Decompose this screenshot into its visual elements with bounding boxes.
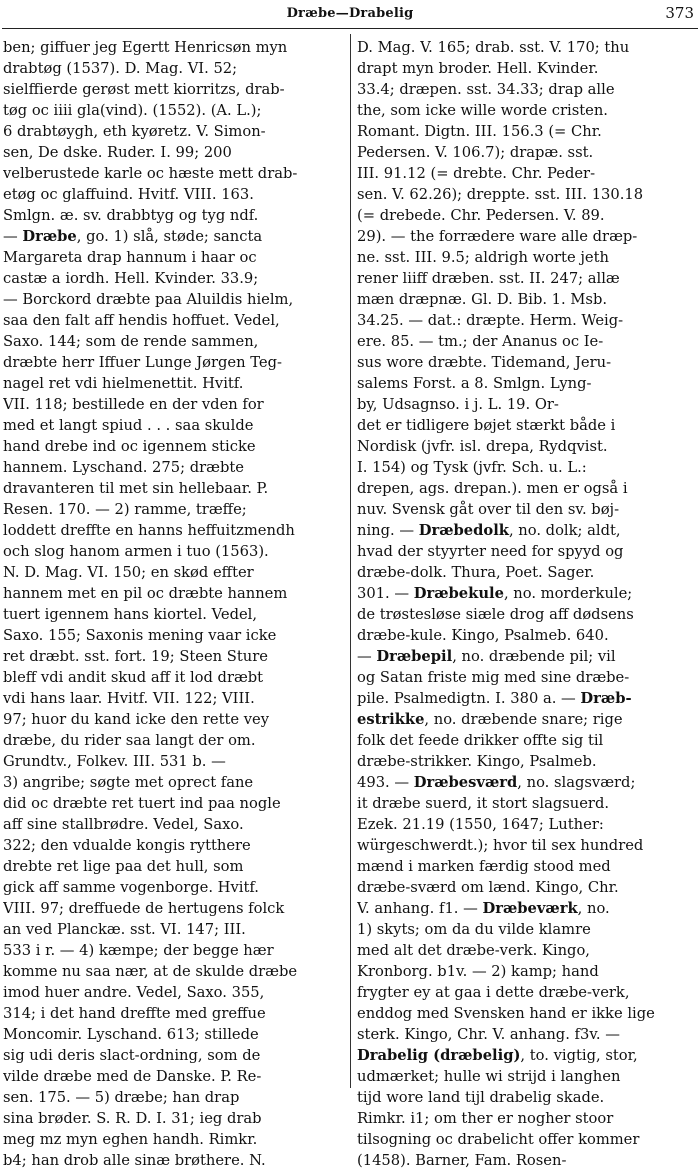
headword: Drabelig (dræbelig) <box>357 1047 521 1064</box>
text-line <box>3 226 343 247</box>
line-text: tilsogning oc drabelicht offer kommer <box>357 1131 640 1148</box>
line-text: tijd wore land tijl drabelig skade. <box>357 1089 605 1106</box>
text-line <box>3 373 343 394</box>
text-line <box>357 436 695 457</box>
line-text: dravanteren til met sin hellebaar. P. <box>3 480 269 497</box>
line-text: vilde dræbe med de Danske. P. Re- <box>3 1068 262 1085</box>
line-text: Rimkr. i1; om ther er nogher stoor <box>357 1110 614 1127</box>
text-line <box>357 247 695 268</box>
text-line <box>3 58 343 79</box>
line-text: , no. dolk; aldt, <box>508 522 621 539</box>
headword: estrikke <box>357 711 425 728</box>
line-text: hannem. Lyschand. 275; dræbte <box>3 459 244 476</box>
line-text: 301. — <box>357 585 414 602</box>
text-line <box>3 898 343 919</box>
line-text: tøg oc iiii gla(vind). (1552). (A. L.); <box>3 102 262 119</box>
line-text: ere. 85. — tm.; der Ananus oc Ie- <box>357 333 604 350</box>
text-line <box>3 142 343 163</box>
text-line <box>357 919 695 940</box>
line-text: Grundtv., Folkev. III. 531 b. — <box>3 753 226 770</box>
text-line <box>3 499 343 520</box>
line-text: drepen, ags. drepan.). men er også i <box>357 480 628 497</box>
text-line <box>3 352 343 373</box>
column-divider <box>350 34 351 1088</box>
text-line <box>3 457 343 478</box>
text-line <box>357 1045 695 1066</box>
line-text: Romant. Digtn. III. 156.3 (= Chr. <box>357 123 602 140</box>
text-line <box>3 541 343 562</box>
headword: Dræbeværk <box>482 900 578 917</box>
line-text: Margareta drap hannum i haar oc <box>3 249 257 266</box>
line-text: etøg oc glaffuind. Hvitf. VIII. 163. <box>3 186 254 203</box>
text-line <box>357 289 695 310</box>
line-text: hand drebe ind oc igennem sticke <box>3 438 256 455</box>
text-line <box>3 1003 343 1024</box>
text-line <box>3 709 343 730</box>
text-line <box>357 58 695 79</box>
text-line <box>357 352 695 373</box>
line-text: og Satan friste mig med sine dræbe- <box>357 669 630 686</box>
text-line <box>3 79 343 100</box>
line-text: loddett dreffte en hanns heffuitzmendh <box>3 522 295 539</box>
line-text: by, Udsagnso. i j. L. 19. Or- <box>357 396 559 413</box>
line-text: b4; han drob alle sinæ brøthere. N. <box>3 1152 266 1169</box>
line-text: bleff vdi andit skud aff it lod dræbt <box>3 669 264 686</box>
line-text: Ezek. 21.19 (1550, 1647; Luther: <box>357 816 604 833</box>
text-line <box>357 751 695 772</box>
text-line <box>3 877 343 898</box>
text-line <box>357 1066 695 1087</box>
text-line <box>3 625 343 646</box>
text-line <box>3 205 343 226</box>
line-text: 6 drabtøygh, eth kyøretz. V. Simon- <box>3 123 266 140</box>
line-text: sus wore dræbte. Tidemand, Jeru- <box>357 354 612 371</box>
line-text: the, som icke wille worde cristen. <box>357 102 608 119</box>
line-text: sen. 175. — 5) dræbe; han drap <box>3 1089 240 1106</box>
text-line <box>3 1129 343 1150</box>
line-text: nuv. Svensk gåt over til den sv. bøj- <box>357 501 620 518</box>
text-line <box>3 184 343 205</box>
line-text: ning. — <box>357 522 419 539</box>
line-text: V. anhang. f1. — <box>357 900 483 917</box>
text-line <box>3 730 343 751</box>
line-text: — <box>3 228 23 245</box>
headword: Dræbekule <box>413 585 504 602</box>
right-column <box>357 37 695 1171</box>
text-line <box>3 163 343 184</box>
line-text: vdi hans laar. Hvitf. VII. 122; VIII. <box>3 690 255 707</box>
text-line <box>357 79 695 100</box>
page-title: Dræbe—Drabelig <box>286 6 414 21</box>
text-line <box>3 562 343 583</box>
line-text: rener liiff dræben. sst. II. 247; allæ <box>357 270 620 287</box>
line-text: N. D. Mag. VI. 150; en skød effter <box>3 564 254 581</box>
text-line <box>3 1045 343 1066</box>
text-line <box>357 1150 695 1171</box>
text-line <box>357 562 695 583</box>
line-text: , no. dræbende snare; rige <box>424 711 623 728</box>
header-rule <box>2 28 698 29</box>
line-text: frygter ey at gaa i dette dræbe-verk, <box>357 984 630 1001</box>
text-line <box>3 1066 343 1087</box>
text-line <box>3 961 343 982</box>
line-text: hvad der styyrter need for spyyd og <box>357 543 624 560</box>
line-text: castæ a iordh. Hell. Kvinder. 33.9; <box>3 270 259 287</box>
text-line <box>3 394 343 415</box>
line-text: drabtøg (1537). D. Mag. VI. 52; <box>3 60 238 77</box>
line-text: salems Forst. a 8. Smlgn. Lyng- <box>357 375 592 392</box>
text-line <box>357 331 695 352</box>
text-line <box>3 1108 343 1129</box>
line-text: (= drebede. Chr. Pedersen. V. 89. <box>357 207 605 224</box>
line-text: udmærket; hulle wi strijd i langhen <box>357 1068 621 1085</box>
text-line <box>357 667 695 688</box>
headword: Dræb- <box>580 690 632 707</box>
line-text: dræbe, du rider saa langt der om. <box>3 732 256 749</box>
line-text: Saxo. 144; som de rende sammen, <box>3 333 259 350</box>
text-line <box>3 247 343 268</box>
text-line <box>357 814 695 835</box>
line-text: Saxo. 155; Saxonis mening vaar icke <box>3 627 277 644</box>
line-text: dræbe-dolk. Thura, Poet. Sager. <box>357 564 595 581</box>
text-line <box>357 541 695 562</box>
text-line <box>357 877 695 898</box>
line-text: Nordisk (jvfr. isl. drepa, Rydqvist. <box>357 438 608 455</box>
line-text: 322; den vdualde kongis rytthere <box>3 837 251 854</box>
line-text: — <box>357 648 377 665</box>
line-text: tuert igennem hans kiortel. Vedel, <box>3 606 258 623</box>
text-line <box>357 226 695 247</box>
line-text: Resen. 170. — 2) ramme, træffe; <box>3 501 247 518</box>
running-head <box>0 4 700 26</box>
line-text: sen. V. 62.26); dreppte. sst. III. 130.18 <box>357 186 644 203</box>
text-line <box>357 1108 695 1129</box>
text-line <box>357 457 695 478</box>
text-line <box>3 940 343 961</box>
line-text: 33.4; dræpen. sst. 34.33; drap alle <box>357 81 615 98</box>
text-line <box>3 604 343 625</box>
headword: Dræbesværd <box>413 774 518 791</box>
line-text: III. 91.12 (= drebte. Chr. Peder- <box>357 165 596 182</box>
text-line <box>357 772 695 793</box>
text-line <box>357 520 695 541</box>
text-line <box>3 814 343 835</box>
line-text: , no. dræbende pil; vil <box>452 648 616 665</box>
line-text: och slog hanom armen i tuo (1563). <box>3 543 269 560</box>
line-text: 1) skyts; om da du vilde klamre <box>357 921 591 938</box>
line-text: 493. — <box>357 774 414 791</box>
text-line <box>357 121 695 142</box>
text-line <box>357 1129 695 1150</box>
line-text: komme nu saa nær, at de skulde dræbe <box>3 963 298 980</box>
text-line <box>357 835 695 856</box>
text-line <box>357 604 695 625</box>
line-text: 29). — the forrædere ware alle dræp- <box>357 228 638 245</box>
line-text: mænd i marken færdig stood med <box>357 858 611 875</box>
line-text: med et langt spiud . . . saa skulde <box>3 417 254 434</box>
line-text: 533 i r. — 4) kæmpe; der begge hær <box>3 942 274 959</box>
text-line <box>3 919 343 940</box>
line-text: mæn dræpnæ. Gl. D. Bib. 1. Msb. <box>357 291 608 308</box>
text-line <box>357 688 695 709</box>
line-text: 314; i det hand dreffte med greffue <box>3 1005 266 1022</box>
text-line <box>3 37 343 58</box>
line-text: sig udi deris slact-ordning, som de <box>3 1047 261 1064</box>
line-text: , go. 1) slå, støde; sancta <box>76 228 263 245</box>
text-line <box>357 1087 695 1108</box>
text-line <box>357 856 695 877</box>
text-line <box>357 730 695 751</box>
text-line <box>357 37 695 58</box>
line-text: dræbe-strikker. Kingo, Psalmeb. <box>357 753 597 770</box>
text-line <box>357 961 695 982</box>
text-line <box>357 940 695 961</box>
line-text: sterk. Kingo, Chr. V. anhang. f3v. — <box>357 1026 620 1043</box>
line-text: würgeschwerdt.); hvor til sex hundred <box>357 837 644 854</box>
line-text: folk det feede drikker offte sig til <box>357 732 604 749</box>
headword: Dræbepil <box>376 648 453 665</box>
text-line <box>3 835 343 856</box>
line-text: Smlgn. æ. sv. drabbtyg og tyg ndf. <box>3 207 259 224</box>
line-text: I. 154) og Tysk (jvfr. Sch. u. L.: <box>357 459 587 476</box>
text-line <box>3 310 343 331</box>
line-text: D. Mag. V. 165; drab. sst. V. 170; thu <box>357 39 630 56</box>
text-line <box>3 1024 343 1045</box>
line-text: dræbte herr Iffuer Lunge Jørgen Teg- <box>3 354 282 371</box>
line-text: Kronborg. b1v. — 2) kamp; hand <box>357 963 599 980</box>
line-text: it dræbe suerd, it stort slagsuerd. <box>357 795 610 812</box>
line-text: drapt myn broder. Hell. Kvinder. <box>357 60 599 77</box>
line-text: , no. slagsværd; <box>517 774 636 791</box>
line-text: det er tidligere bøjet stærkt både i <box>357 417 616 434</box>
text-line <box>3 1150 343 1171</box>
text-line <box>3 121 343 142</box>
text-line <box>3 1087 343 1108</box>
text-line <box>357 982 695 1003</box>
text-line <box>357 1024 695 1045</box>
line-text: 34.25. — dat.: dræpte. Herm. Weig- <box>357 312 624 329</box>
text-line <box>357 709 695 730</box>
text-line <box>357 184 695 205</box>
line-text: sielffierde gerøst mett kiorritzs, drab- <box>3 81 285 98</box>
line-text: VII. 118; bestillede en der vden for <box>3 396 264 413</box>
line-text: med alt det dræbe-verk. Kingo, <box>357 942 590 959</box>
text-line <box>357 793 695 814</box>
text-line <box>357 415 695 436</box>
line-text: hannem met en pil oc dræbte hannem <box>3 585 288 602</box>
line-text: nagel ret vdi hielmenettit. Hvitf. <box>3 375 244 392</box>
text-line <box>3 982 343 1003</box>
line-text: imod huer andre. Vedel, Saxo. 355, <box>3 984 265 1001</box>
text-line <box>357 478 695 499</box>
line-text: saa den falt aff hendis hoffuet. Vedel, <box>3 312 280 329</box>
line-text: an ved Planckæ. sst. VI. 147; III. <box>3 921 246 938</box>
line-text: dræbe-sværd om lænd. Kingo, Chr. <box>357 879 619 896</box>
line-text: gick aff samme vogenborge. Hvitf. <box>3 879 259 896</box>
text-line <box>357 142 695 163</box>
text-line <box>3 415 343 436</box>
text-line <box>3 583 343 604</box>
line-text: did oc dræbte ret tuert ind paa nogle <box>3 795 281 812</box>
text-line <box>357 898 695 919</box>
text-line <box>357 646 695 667</box>
headword: Dræbe <box>22 228 77 245</box>
text-line <box>3 772 343 793</box>
line-text: drebte ret lige paa det hull, som <box>3 858 244 875</box>
line-text: 3) angribe; søgte met oprect fane <box>3 774 254 791</box>
line-text: sina brøder. S. R. D. I. 31; ieg drab <box>3 1110 262 1127</box>
line-text: Pedersen. V. 106.7); drapæ. sst. <box>357 144 594 161</box>
text-line <box>3 856 343 877</box>
line-text: de trøstesløse siæle drog aff dødsens <box>357 606 634 623</box>
line-text: 97; huor du kand icke den rette vey <box>3 711 270 728</box>
line-text: pile. Psalmedigtn. I. 380 a. — <box>357 690 581 707</box>
line-text: velberustede karle oc hæste mett drab- <box>3 165 298 182</box>
line-text: , to. vigtig, stor, <box>520 1047 638 1064</box>
line-text: ben; giffuer jeg Egertt Henricsøn myn <box>3 39 288 56</box>
text-line <box>3 100 343 121</box>
text-line <box>357 1003 695 1024</box>
text-line <box>3 667 343 688</box>
text-line <box>3 331 343 352</box>
text-line <box>3 289 343 310</box>
line-text: ret dræbt. sst. fort. 19; Steen Sture <box>3 648 268 665</box>
left-column <box>3 37 343 1171</box>
headword: Dræbedolk <box>418 522 509 539</box>
text-line <box>357 100 695 121</box>
text-line <box>3 793 343 814</box>
text-line <box>357 373 695 394</box>
line-text: sen, De dske. Ruder. I. 99; 200 <box>3 144 232 161</box>
line-text: — Borckord dræbte paa Aluildis hielm, <box>3 291 294 308</box>
line-text: enddog med Svensken hand er ikke lige <box>357 1005 655 1022</box>
line-text: Moncomir. Lyschand. 613; stillede <box>3 1026 259 1043</box>
text-line <box>357 499 695 520</box>
line-text: ne. sst. III. 9.5; aldrigh worte jeth <box>357 249 609 266</box>
line-text: aff sine stallbrødre. Vedel, Saxo. <box>3 816 244 833</box>
line-text: , no. <box>577 900 610 917</box>
text-line <box>357 394 695 415</box>
text-line <box>3 688 343 709</box>
line-text: VIII. 97; dreffuede de hertugens folck <box>3 900 285 917</box>
line-text: dræbe-kule. Kingo, Psalmeb. 640. <box>357 627 609 644</box>
page-number: 373 <box>665 4 694 22</box>
text-line <box>357 625 695 646</box>
line-text: (1458). Barner, Fam. Rosen- <box>357 1152 567 1169</box>
text-line <box>3 268 343 289</box>
text-line <box>3 478 343 499</box>
text-line <box>3 646 343 667</box>
line-text: , no. morderkule; <box>503 585 633 602</box>
text-line <box>357 583 695 604</box>
text-line <box>357 310 695 331</box>
text-line <box>3 751 343 772</box>
text-line <box>357 163 695 184</box>
text-line <box>357 205 695 226</box>
text-line <box>3 520 343 541</box>
text-line <box>3 436 343 457</box>
text-line <box>357 268 695 289</box>
line-text: meg mz myn eghen handh. Rimkr. <box>3 1131 258 1148</box>
